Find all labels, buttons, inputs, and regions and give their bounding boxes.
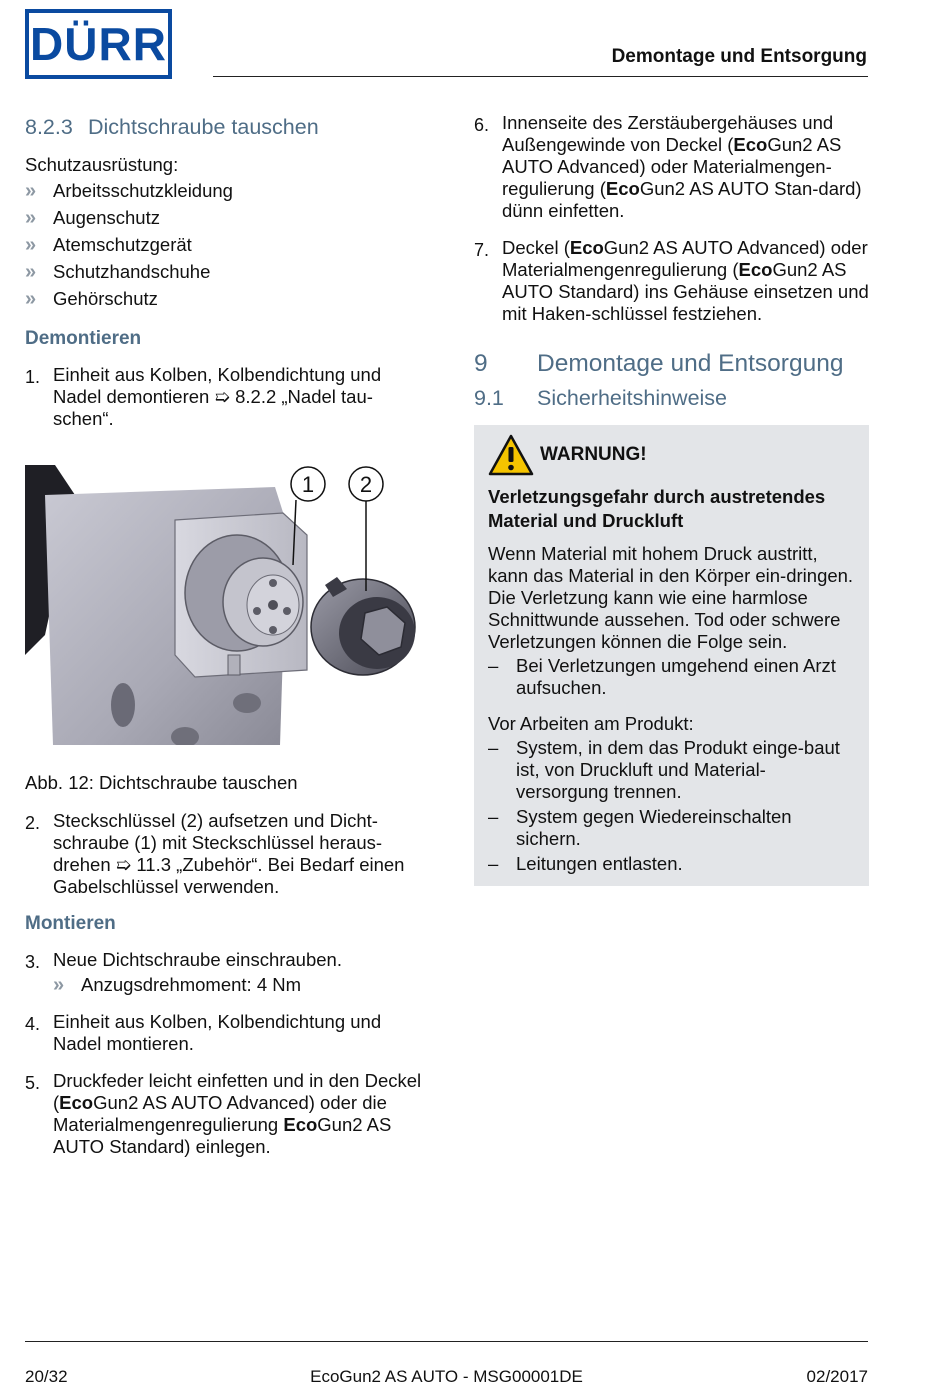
step-text: Deckel (EcoGun2 AS AUTO Advanced) oder Materialmengenregulierung (EcoGun2 AS AUTO Standard) ins Gehäuse einsetzen und mit Haken-schlüssel festziehen. — [502, 237, 869, 324]
chapter-title: Demontage und Entsorgung — [537, 350, 844, 377]
chevron-bullet-icon: » — [53, 974, 65, 996]
list-item: » Gehörschutz — [25, 288, 158, 310]
step-text: Einheit aus Kolben, Kolbendichtung und Nadel demontieren ➯ 8.2.2 „Nadel tau-schen“. — [53, 364, 382, 429]
chevron-bullet-icon: » — [25, 207, 37, 229]
step-7 — [474, 237, 869, 325]
demontieren-heading: Demontieren — [25, 328, 142, 349]
list-item: – System, in dem das Produkt einge-baut ist, von Druckluft und Material-versorgung trennen. — [488, 737, 840, 802]
step-text: Innenseite des Zerstäubergehäuses und Außengewinde von Deckel (EcoGun2 AS AUTO Advanced) oder Materialmengen-regulierung (EcoGun2 AS AUTO Stan-dard) dünn einfetten. — [502, 112, 862, 221]
step-number: 4. — [25, 1014, 41, 1034]
logo-text: DÜRR — [30, 18, 167, 70]
seal-screw-figure — [25, 465, 417, 745]
step-1 — [25, 364, 425, 430]
subchapter-heading — [474, 387, 869, 409]
chevron-bullet-icon: » — [25, 180, 37, 202]
dash-bullet: – — [488, 737, 499, 758]
figure-caption: Abb. 12: Dichtschraube tauschen — [25, 772, 298, 793]
dash-bullet: – — [488, 655, 499, 676]
warning-label: WARNUNG! — [540, 444, 647, 465]
dash-bullet: – — [488, 806, 499, 827]
page-number: 20/32 — [25, 1367, 68, 1386]
ppe-label: Schutzausrüstung: — [25, 154, 179, 175]
callout-1: 1 — [301, 472, 315, 497]
step-text: Neue Dichtschraube einschrauben. — [53, 949, 342, 970]
step-number: 2. — [25, 813, 41, 833]
left-column — [25, 112, 425, 1173]
footer-divider — [25, 1341, 868, 1342]
duerr-logo — [25, 9, 172, 79]
header-title: Demontage und Entsorgung — [611, 46, 867, 67]
step-5 — [25, 1070, 425, 1158]
sub-item: » Anzugsdrehmoment: 4 Nm — [53, 974, 302, 996]
document-date: 02/2017 — [806, 1367, 868, 1386]
step-number: 6. — [474, 115, 490, 135]
chapter-heading — [474, 350, 869, 377]
list-item: – Leitungen entlasten. — [488, 853, 683, 874]
step-text: Steckschlüssel (2) aufsetzen und Dicht-schraube (1) mit Steckschlüssel heraus-drehen ➯ 11.3 „Zubehör“. Bei Bedarf einen Gabelschlüssel verwenden. — [53, 810, 405, 897]
warning-body: Wenn Material mit hohem Druck austritt, kann das Material in den Körper ein-dringen. Die Verletzung kann wie eine harmlose Schnittwunde aussehen. Tod oder schwere Verletzungen können die Folge sein. — [488, 543, 854, 652]
step-3 — [25, 949, 425, 996]
list-item: » Schutzhandschuhe — [25, 261, 211, 283]
warning-pre-label: Vor Arbeiten am Produkt: — [488, 713, 694, 734]
warning-header — [488, 433, 855, 477]
warning-action-list — [488, 655, 855, 699]
dash-bullet: – — [488, 853, 499, 874]
step-number: 7. — [474, 240, 490, 260]
chapter-number: 9 — [474, 350, 488, 377]
list-item: » Augenschutz — [25, 207, 160, 229]
callout-2: 2 — [359, 472, 373, 497]
step-number: 5. — [25, 1073, 41, 1093]
list-item: – System gegen Wiedereinschalten sichern. — [488, 806, 792, 849]
list-item: – Bei Verletzungen umgehend einen Arzt aufsuchen. — [488, 655, 836, 698]
section-heading — [25, 116, 425, 138]
list-item: » Arbeitsschutzkleidung — [25, 180, 233, 202]
step-number: 1. — [25, 367, 41, 387]
ppe-list — [25, 180, 425, 310]
step-text: Druckfeder leicht einfetten und in den Deckel (EcoGun2 AS AUTO Advanced) oder die Materialmengenregulierung EcoGun2 AS AUTO Standard) einlegen. — [53, 1070, 422, 1157]
section-number: 8.2.3 — [25, 115, 73, 139]
warning-triangle-icon — [488, 434, 534, 476]
montieren-heading: Montieren — [25, 913, 116, 934]
step-number: 3. — [25, 952, 41, 972]
header-divider — [213, 76, 868, 77]
section-title: Dichtschraube tauschen — [88, 115, 319, 139]
right-column — [474, 112, 869, 886]
step-text: Einheit aus Kolben, Kolbendichtung und Nadel montieren. — [53, 1011, 382, 1054]
warning-box — [474, 425, 869, 886]
chevron-bullet-icon: » — [25, 261, 37, 283]
document-id: EcoGun2 AS AUTO - MSG00001DE — [310, 1367, 583, 1386]
chevron-bullet-icon: » — [25, 234, 37, 256]
chevron-bullet-icon: » — [25, 288, 37, 310]
warning-title: Verletzungsgefahr durch austretendes Material und Druckluft — [488, 486, 826, 531]
warning-precaution-list — [488, 737, 855, 875]
subchapter-title: Sicherheitshinweise — [537, 386, 728, 410]
list-item: » Atemschutzgerät — [25, 234, 192, 256]
step-6 — [474, 112, 869, 222]
step-2 — [25, 810, 425, 898]
subchapter-number: 9.1 — [474, 386, 504, 410]
step-4 — [25, 1011, 425, 1055]
